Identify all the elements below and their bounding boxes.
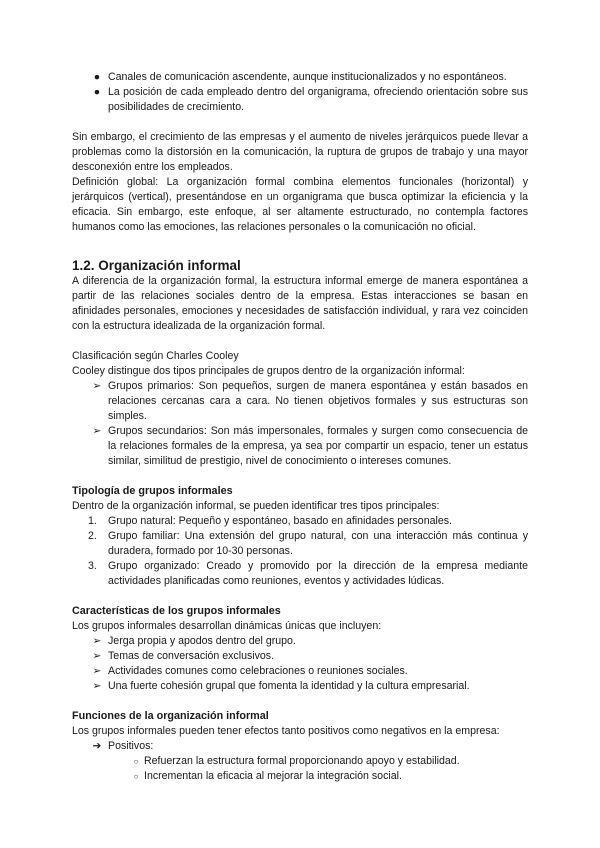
caracteristicas-item: Jerga propia y apodos dentro del grupo.	[108, 635, 296, 647]
bullet-text: Canales de comunicación ascendente, aunque institucionalizados y no espontáneos.	[108, 71, 507, 83]
caracteristicas-item: Actividades comunes como celebraciones o reuniones sociales.	[108, 665, 408, 677]
paragraph-definicion: Definición global: La organización formal combina elementos funcionales (horizontal) y jerárquicos (vertical), presentándose en un organigrama que busca optimizar la eficiencia y la eficacia. Sin embargo, este enfoque, al ser altamente estructurado, no contempla factores humanos como las emociones, las relaciones personales o la comunicación no oficial.	[72, 176, 528, 233]
list-item	[72, 649, 528, 664]
positivos-item: Refuerzan la estructura formal proporcionando apoyo y estabilidad.	[144, 755, 460, 767]
funciones-heading: Funciones de la organización informal	[72, 710, 269, 722]
bullet-icon: ●	[93, 86, 101, 98]
list-item	[72, 739, 528, 754]
list-item	[72, 754, 528, 769]
cooley-item: Grupos secundarios: Son más impersonales, formales y surgen como consecuencia de la relaciones formales de la empresa, ya sea por compartir un espacio, tener un estatus similar, similitud de prestigio, nivel de conocimiento o intereses comunes.	[108, 425, 528, 467]
list-item	[72, 769, 528, 784]
paragraph-sin-embargo: Sin embargo, el crecimiento de las empresas y el aumento de niveles jerárquicos puede llevar a problemas como la distorsión en la comunicación, la ruptura de grupos de trabajo y una mayor desconexión entre los empleados.	[72, 131, 528, 173]
positivos-label: Positivos:	[108, 740, 154, 752]
arrowhead-icon: ➢	[92, 635, 102, 647]
list-item	[72, 85, 528, 115]
tipologia-intro: Dentro de la organización informal, se pueden identificar tres tipos principales:	[72, 500, 440, 512]
list-number: 1.	[88, 515, 97, 527]
arrowhead-icon: ➢	[92, 650, 102, 662]
document-content	[72, 70, 528, 784]
tipologia-item: Grupo organizado: Creado y promovido por la dirección de la empresa mediante actividades planificadas como reuniones, eventos y actividades lúdicas.	[108, 560, 528, 587]
caracteristicas-item: Una fuerte cohesión grupal que fomenta la identidad y la cultura empresarial.	[108, 680, 470, 692]
tipologia-item: Grupo familiar: Una extensión del grupo natural, con una interacción más continua y duradera, formado por 10-30 personas.	[108, 530, 528, 557]
section-heading: 1.2. Organización informal	[72, 258, 241, 273]
list-item	[72, 634, 528, 649]
tipologia-heading: Tipología de grupos informales	[72, 485, 233, 497]
arrowhead-icon: ➢	[92, 380, 102, 392]
list-number: 2.	[88, 530, 97, 542]
caracteristicas-heading: Características de los grupos informales	[72, 605, 281, 617]
arrow-icon: ➔	[92, 740, 102, 752]
caracteristicas-item: Temas de conversación exclusivos.	[108, 650, 275, 662]
cooley-item: Grupos primarios: Son pequeños, surgen de manera espontánea y están basados en relaciones cercanas cara a cara. No tienen objetivos formales y sus estructuras son simples.	[108, 380, 528, 422]
tipologia-item: Grupo natural: Pequeño y espontáneo, basado en afinidades personales.	[108, 515, 452, 527]
positivos-item: Incrementan la eficacia al mejorar la integración social.	[144, 770, 402, 782]
funciones-intro: Los grupos informales pueden tener efectos tanto positivos como negativos en la empresa:	[72, 725, 500, 737]
list-item	[72, 70, 528, 85]
list-item	[72, 529, 528, 559]
list-item	[72, 379, 528, 424]
list-item	[72, 679, 528, 694]
circle-bullet-icon: ○	[133, 772, 139, 781]
arrowhead-icon: ➢	[92, 680, 102, 692]
list-item	[72, 559, 528, 589]
bullet-icon: ●	[93, 71, 101, 83]
section-intro: A diferencia de la organización formal, la estructura informal emerge de manera espontánea a partir de las relaciones sociales dentro de la empresa. Estas interacciones se basan en afinidades personales, emociones y necesidades de satisfacción individual, y rara vez coinciden con la estructura idealizada de la organización formal.	[72, 275, 528, 332]
arrowhead-icon: ➢	[92, 425, 102, 437]
caracteristicas-intro: Los grupos informales desarrollan dinámicas únicas que incluyen:	[72, 620, 382, 632]
arrowhead-icon: ➢	[92, 665, 102, 677]
list-item	[72, 424, 528, 469]
list-item	[72, 664, 528, 679]
bullet-text: La posición de cada empleado dentro del organigrama, ofreciendo orientación sobre sus posibilidades de crecimiento.	[108, 86, 528, 113]
list-number: 3.	[88, 560, 97, 572]
circle-bullet-icon: ○	[133, 757, 139, 766]
cooley-intro: Cooley distingue dos tipos principales de grupos dentro de la organización informal:	[72, 365, 465, 377]
list-item	[72, 514, 528, 529]
cooley-title: Clasificación según Charles Cooley	[72, 350, 239, 362]
